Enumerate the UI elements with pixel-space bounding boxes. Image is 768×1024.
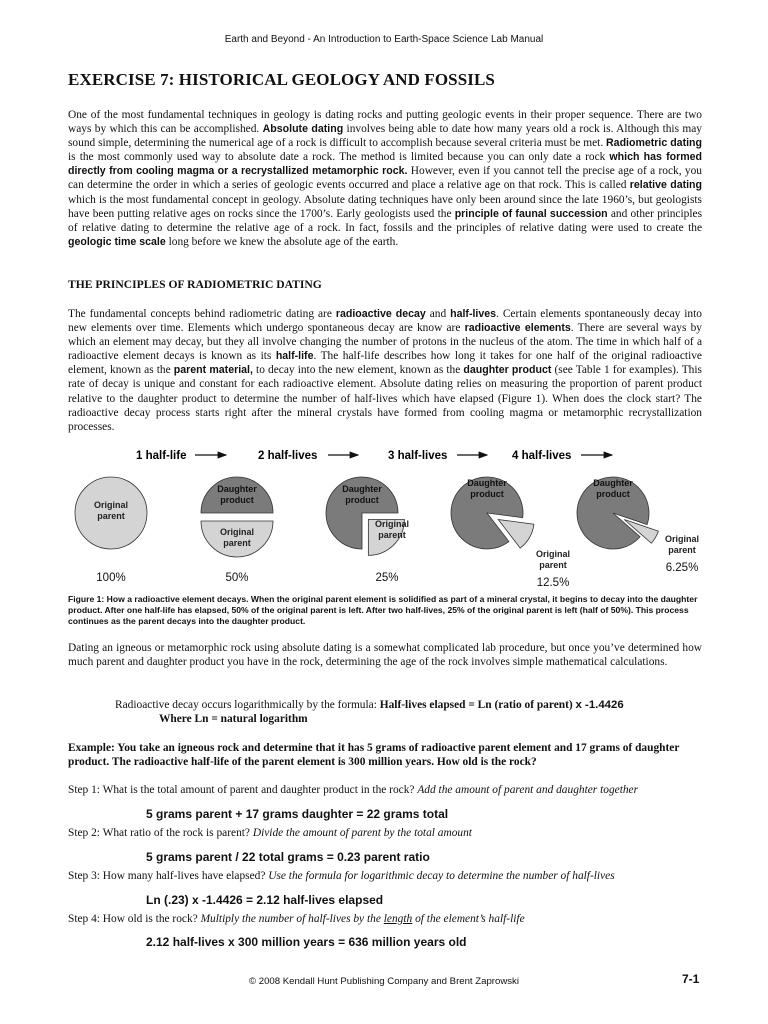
term-absolute-dating: Absolute dating xyxy=(262,123,344,136)
figure-caption: Figure 1: How a radioactive element decays. When the original parent element is solidified as part of a mineral crystal, it begins to decay into the daughter product. After one half-life has elapsed, 50% of the original parent is left. After two half-lives, 25% of the original parent is left (half of 50%). This process continues as the parent decays into the daughter product. xyxy=(68,594,698,626)
parent-label: Original parent xyxy=(664,534,700,555)
half-life-step-labels xyxy=(136,450,612,462)
decay-figure xyxy=(60,440,710,590)
parent-label: Original parent xyxy=(374,519,410,540)
formula-where: Where Ln = natural logarithm xyxy=(159,713,308,725)
step-label-3: 3 half-lives xyxy=(388,450,448,462)
intro-paragraph: One of the most fundamental techniques in geology is dating rocks and putting geologic events in their proper sequence. There are two ways by which this can be accomplished. Absolute dating involves being able to date how many years old a rock is. Although this may sound simple, determining the numerical age of a rock is difficult to accomplish because several criteria must be met. Radiometric dating is the most commonly used way to absolute date a rock. The method is limited because you can only date a rock which has formed directly from cooling magma or a recrystallized metamorphic rock. However, even if you cannot tell the precise age of a rock, you can determine the order in which a series of geologic events occurred and place a relative age on that rock. This is called relative dating which is the most fundamental concept in geology. Absolute dating techniques have only been around since the late 1960’s, but geologists have been putting relative ages on rocks since the 1700’s. Early geologists used the principle of faunal succession and other principles of relative dating to determine the relative age of a rock. In fact, fossils and the principles of relative dating were used to create the geologic time scale long before we knew the absolute age of the earth. xyxy=(68,109,703,248)
decay-pie-charts xyxy=(75,477,699,589)
parent-label: Original parent xyxy=(93,500,129,521)
running-header: Earth and Beyond - An Introduction to Earth-Space Science Lab Manual xyxy=(224,34,544,45)
step-1-result: 5 grams parent + 17 grams daughter = 22 grams total xyxy=(146,807,449,821)
step-label-4: 4 half-lives xyxy=(512,450,572,462)
page-title: EXERCISE 7: HISTORICAL GEOLOGY AND FOSSILS xyxy=(68,70,495,89)
decay-pie-5 xyxy=(577,477,699,574)
formula-equation: Half-lives elapsed = Ln (ratio of parent) xyxy=(379,699,576,711)
decay-pie-1 xyxy=(75,477,147,584)
percent-label: 6.25% xyxy=(665,562,699,574)
decay-pie-3 xyxy=(326,477,409,584)
percent-label: 25% xyxy=(375,572,399,584)
term-daughter-product: daughter product xyxy=(463,364,552,377)
step-label-1: 1 half-life xyxy=(136,450,187,462)
daughter-label: Daughter product xyxy=(217,484,257,505)
parent-label: Original parent xyxy=(219,527,255,548)
term-relative-dating: relative dating xyxy=(629,179,702,192)
term-radioactive-decay: radioactive decay xyxy=(335,308,426,320)
formula-constant: x -1.4426 xyxy=(575,699,624,711)
step-4-result: 2.12 half-lives x 300 million years = 636 million years old xyxy=(146,935,467,949)
daughter-label: Daughter product xyxy=(467,478,507,499)
step-1-question: Step 1: What is the total amount of parent and daughter product in the rock? Add the amount of parent and daughter together xyxy=(68,784,639,796)
term-rock-criteria: which has formed directly from cooling magma or a recrystallized metamorphic rock. xyxy=(68,151,702,178)
daughter-label: Daughter product xyxy=(342,484,382,505)
parent-label: Original parent xyxy=(535,549,571,570)
percent-label: 100% xyxy=(96,572,126,584)
example-problem: Example: You take an igneous rock and determine that it has 5 grams of radioactive parent element and 17 grams of daughter product. The radioactive half-life of the parent element is 300 million years. How old is the rock? xyxy=(68,742,680,768)
decay-formula: Radioactive decay occurs logarithmically by the formula: Half-lives elapsed = Ln (ratio of parent) x -1.4426 Where Ln = natural logarithm xyxy=(115,699,624,725)
page-number: 7-1 xyxy=(682,972,700,986)
step-3-question: Step 3: How many half-lives have elapsed? Use the formula for logarithmic decay to determine the number of half-lives xyxy=(68,870,615,882)
term-half-life: half-life xyxy=(275,350,314,363)
term-half-lives: half-lives xyxy=(450,308,497,320)
term-geologic-time-scale: geologic time scale xyxy=(68,235,166,248)
section-heading: THE PRINCIPLES OF RADIOMETRIC DATING xyxy=(68,278,322,291)
decay-pie-4 xyxy=(451,477,570,589)
term-radioactive-elements: radioactive elements xyxy=(464,322,571,335)
term-faunal-succession: principle of faunal succession xyxy=(454,207,608,220)
term-parent-material: parent material, xyxy=(173,364,253,377)
decay-pie-2 xyxy=(201,477,273,584)
step-2-result: 5 grams parent / 22 total grams = 0.23 parent ratio xyxy=(146,850,430,864)
step-2-question: Step 2: What ratio of the rock is parent? Divide the amount of parent by the total amount xyxy=(68,827,472,839)
term-radiometric-dating: Radiometric dating xyxy=(606,137,702,150)
step-label-2: 2 half-lives xyxy=(258,450,318,462)
radiometric-paragraph: The fundamental concepts behind radiometric dating are radioactive decay and half-lives. Certain elements spontaneously decay into new elements over time. Elements which undergo spontaneous decay are know are radioactive elements. There are several ways by which an element may decay, but they all involve changing the number of protons in the nucleus of the atom. The time in which half of a radioactive element decays is known as its half-life. The half-life describes how long it takes for one half of the original radioactive element, known as the parent material, to decay into the new element, known as the daughter product (see Table 1 for examples). This rate of decay is unique and constant for each radioactive element. Absolute dating relies on measuring the proportion of parent product relative to the daughter product to determine the number of half-lives which have elapsed (Figure 1). When does the clock start? The radioactive decay process starts right after the mineral crystals have formed from cooling magma or metamorphic recrystallization processes. xyxy=(68,308,702,433)
percent-label: 12.5% xyxy=(536,577,570,589)
step-4-question: Step 4: How old is the rock? Multiply the number of half-lives by the length of the element’s half-life xyxy=(68,913,525,925)
step-3-result: Ln (.23) x -1.4426 = 2.12 half-lives elapsed xyxy=(146,893,384,907)
dating-paragraph: Dating an igneous or metamorphic rock using absolute dating is a somewhat complicated lab procedure, but once you’ve determined how much parent and daughter product you have in the rock, determining the age of the rock involves simple mathematical calculations. xyxy=(68,642,702,669)
percent-label: 50% xyxy=(225,572,249,584)
copyright-footer: © 2008 Kendall Hunt Publishing Company and Brent Zaprowski xyxy=(249,976,519,987)
daughter-label: Daughter product xyxy=(593,478,633,499)
